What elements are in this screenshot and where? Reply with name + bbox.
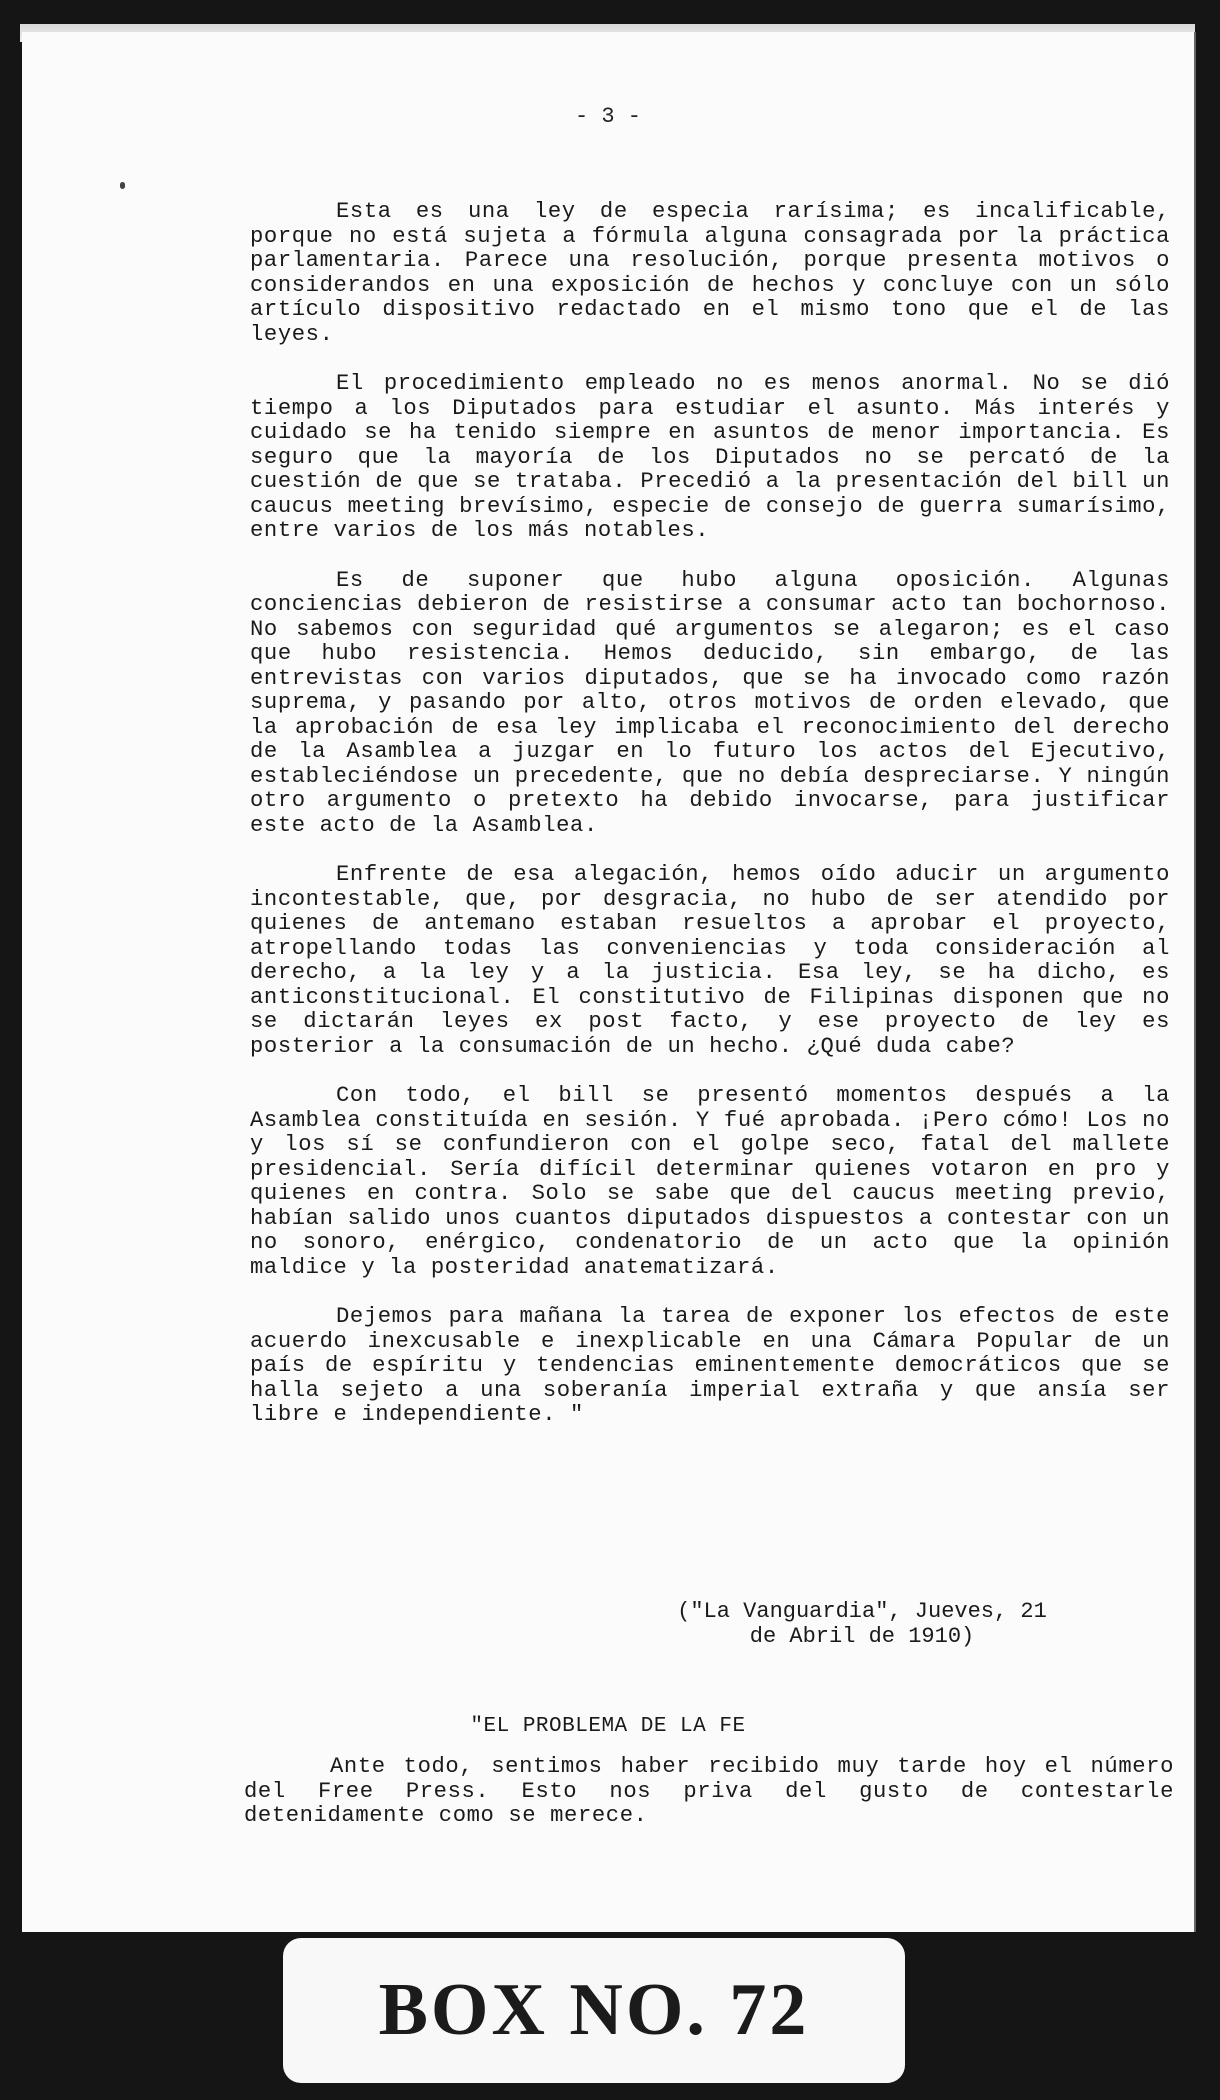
source-line-1: ("La Vanguardia", Jueves, 21	[677, 1599, 1047, 1624]
final-paragraph: Ante todo, sentimos haber recibido muy tarde hoy el número del Free Press. Esto nos priva del gusto de contestarle detenidamente como se merece.	[244, 1754, 1174, 1828]
section-heading: "EL PROBLEMA DE LA FE	[470, 1715, 746, 1738]
source-line-2: de Abril de 1910)	[749, 1624, 975, 1649]
paragraph-3: Es de suponer que hubo alguna oposición. Algunas conciencias debieron de resistirse a consumar acto tan bochornoso. No sabemos con seguridad qué argumentos se alegaron; es el caso que hubo resistencia. Hemos deducido, sin embargo, de las entrevistas con varios diputados, que se ha invocado como razón suprema, y pasando por alto, otros motivos de orden elevado, que la aprobación de esa ley implicaba el reconocimiento del derecho de la Asamblea a juzgar en lo futuro los actos del Ejecutivo, estableciéndose un precedente, que no debía despreciarse. Y ningún otro argumento o pretexto ha debido invocarse, para justificar este acto de la Asamblea.	[250, 567, 1170, 838]
document-page	[22, 32, 1196, 1932]
box-label-text: BOX NO. 72	[378, 1969, 810, 2051]
paragraph-4: Enfrente de esa alegación, hemos oído aducir un argumento incontestable, que, por desgracia, no hubo de ser atendido por quienes de antemano estaban resueltos a aprobar el proyecto, atropellando todas las conveniencias y toda consideración al derecho, a la ley y a la justicia. Esa ley, se ha dicho, es anticonstitucional. El constitutivo de Filipinas disponen que no se dictarán leyes ex post facto, y ese proyecto de ley es posterior a la consumación de un hecho. ¿Qué duda cabe?	[250, 862, 1170, 1059]
page-number: - 3 -	[574, 104, 641, 129]
paragraph-2: El procedimiento empleado no es menos anormal. No se dió tiempo a los Diputados para estudiar el asunto. Más interés y cuidado se ha tenido siempre en asuntos de menor importancia. Es seguro que la mayoría de los Diputados no se percató de la cuestión de que se trataba. Precedió a la presentación del bill un caucus meeting brevísimo, especie de consejo de guerra sumarísimo, entre varios de los más notables.	[250, 371, 1170, 543]
source-citation	[652, 1599, 1072, 1649]
paragraph-6: Dejemos para mañana la tarea de exponer los efectos de este acuerdo inexcusable e inexplicable en una Cámara Popular de un país de espíritu y tendencias eminentemente democráticos que se halla sejeto a una soberanía imperial extraña y que ansía ser libre e independiente. "	[250, 1304, 1170, 1427]
paragraph-5: Con todo, el bill se presentó momentos después a la Asamblea constituída en sesión. Y fué aprobada. ¡Pero cómo! Los no y los sí se confundieron con el golpe seco, fatal del mallete presidencial. Sería difícil determinar quienes votaron en pro y quienes en contra. Solo se sabe que del caucus meeting previo, habían salido unos cuantos diputados dispuestos a contestar con un no sonoro, enérgico, condenatorio de un acto que la opinión maldice y la posteridad anatematizará.	[250, 1083, 1170, 1280]
ink-speck	[120, 182, 125, 189]
box-label	[283, 1938, 905, 2083]
article-body	[250, 200, 1170, 1453]
second-article-body	[244, 1755, 1174, 1829]
paragraph-1: Esta es una ley de especia rarísima; es incalificable, porque no está sujeta a fórmula alguna consagrada por la práctica parlamentaria. Parece una resolución, porque presenta motivos o considerandos en una exposición de hechos y concluye con un sólo artículo dispositivo redactado en el mismo tono que el de las leyes.	[250, 199, 1170, 347]
